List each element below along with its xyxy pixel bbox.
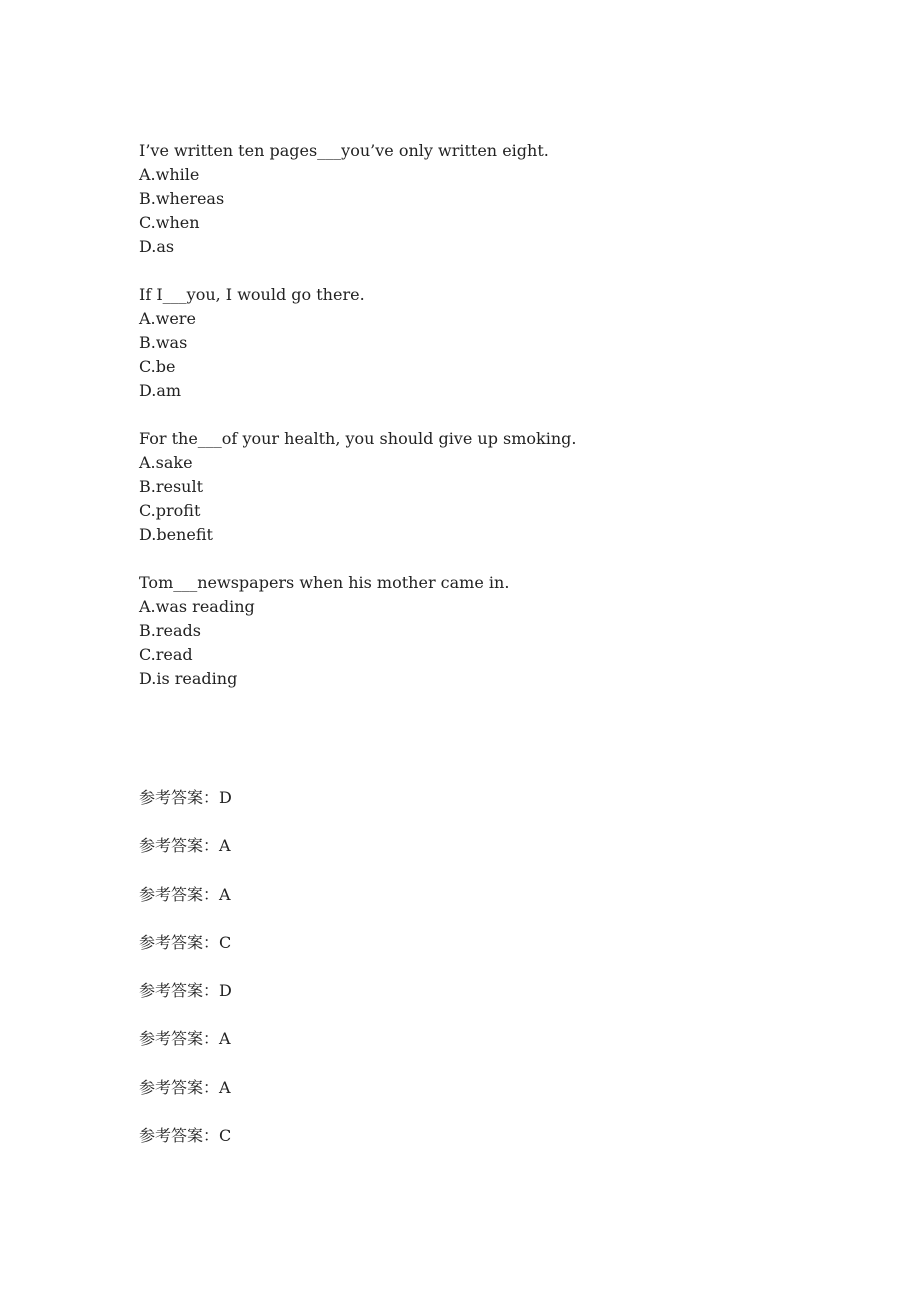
answer-2: 参考答案：A xyxy=(139,836,231,856)
answer-4: 参考答案：C xyxy=(139,932,232,952)
answer-3: 参考答案：A xyxy=(139,884,231,904)
answer-7: 参考答案：A xyxy=(139,1077,231,1097)
spacer xyxy=(139,259,839,283)
option-c: C.be xyxy=(139,357,176,376)
option-c: C.when xyxy=(139,213,200,232)
question-stem: I’ve written ten pages___you’ve only written eight. xyxy=(139,141,549,160)
option-b: B.was xyxy=(139,333,188,352)
question-3 xyxy=(139,427,839,547)
option-b: B.whereas xyxy=(139,189,225,208)
option-a: A.while xyxy=(139,165,200,184)
answer-6: 参考答案：A xyxy=(139,1029,231,1049)
question-stem: If I___you, I would go there. xyxy=(139,285,365,304)
question-list xyxy=(139,139,839,691)
answer-1: 参考答案：D xyxy=(139,788,232,807)
question-4 xyxy=(139,571,839,691)
question-1 xyxy=(139,139,839,259)
answer-8: 参考答案：C xyxy=(139,1126,232,1146)
option-c: C.read xyxy=(139,645,193,664)
question-2 xyxy=(139,283,839,403)
option-d: D.am xyxy=(139,381,182,400)
option-b: B.result xyxy=(139,477,204,496)
answer-key xyxy=(139,786,839,1172)
option-a: A.were xyxy=(139,309,196,328)
option-a: A.was reading xyxy=(139,597,255,616)
option-c: C.profit xyxy=(139,501,201,520)
question-stem: For the___of your health, you should give up smoking. xyxy=(139,429,577,448)
option-a: A.sake xyxy=(139,453,193,472)
spacer xyxy=(139,547,839,571)
option-d: D.is reading xyxy=(139,669,238,688)
answer-5: 参考答案：D xyxy=(139,981,232,1001)
option-d: D.as xyxy=(139,237,175,256)
option-b: B.reads xyxy=(139,621,201,640)
option-d: D.benefit xyxy=(139,525,213,544)
spacer xyxy=(139,403,839,427)
question-stem: Tom___newspapers when his mother came in. xyxy=(139,573,510,592)
